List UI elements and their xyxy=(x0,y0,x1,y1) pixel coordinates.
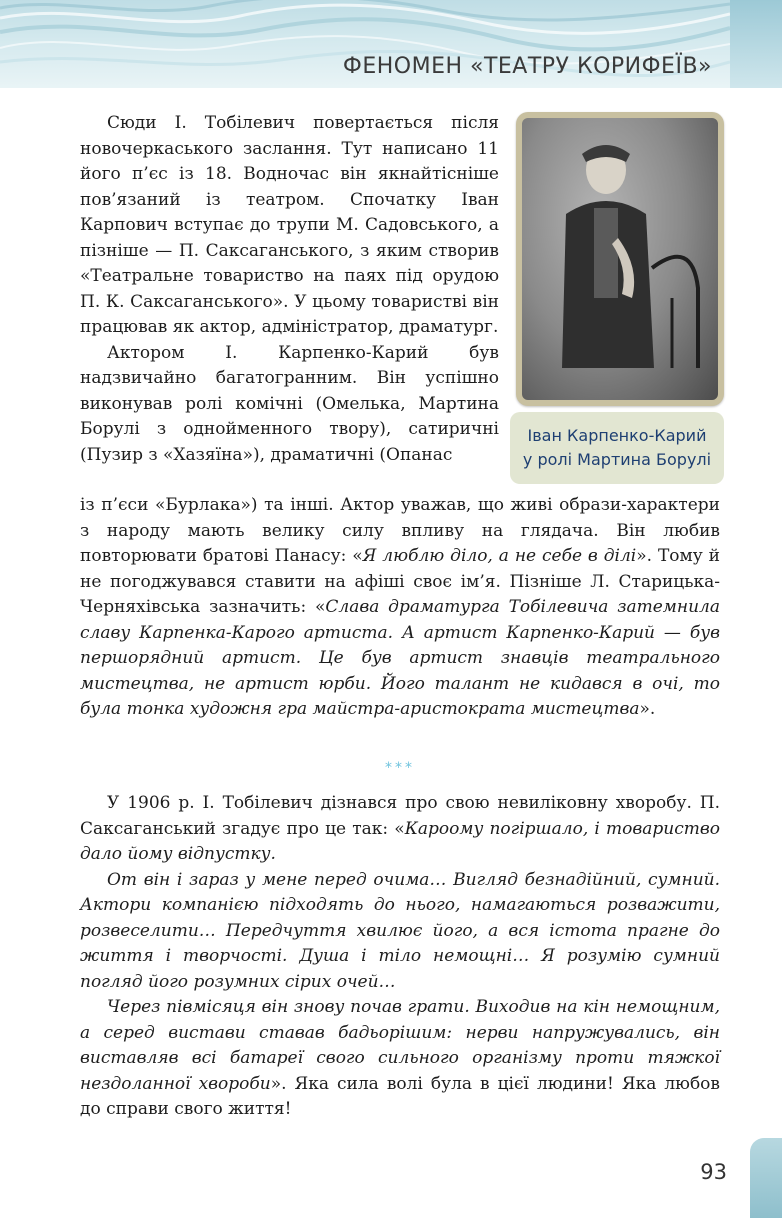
paragraph-3-text: У 1906 р. І. Тобілевич дізнався про свою невиліковну хворобу. П. Саксаганський згадує про це так: « xyxy=(80,793,720,839)
section-separator: *** xyxy=(385,760,415,776)
quote-starytska: Слава драматурга Тобілевича затемнила славу Карпенка-Карого артиста. А артист Карпенко-Карий — був першорядний артист. Це був артист знавців театрального мистецтва, не артист юрби. Його талант не кидався в очі, то була тонка художня гра майстра-аристократа мистецтва xyxy=(80,597,720,719)
page-number: 93 xyxy=(700,1160,727,1184)
paragraph-2-end: ». xyxy=(639,699,656,719)
photo-caption xyxy=(510,412,724,484)
portrait-photo-frame xyxy=(516,112,724,406)
quote-saksahanskyi-3: Через півмісяця він знову почав грати. Виходив на кін немощним, а серед вистави ставав бадьорішим: нерви напружувались, він виставляв всі батареї свого сильного організму проти тяжкої нездоланної хвороби xyxy=(80,997,720,1094)
text-full-width-1 xyxy=(80,493,720,723)
quote-love-work: Я люблю діло, а не себе в ділі xyxy=(362,546,637,566)
text-full-width-2 xyxy=(80,791,720,1123)
running-header-title: ФЕНОМЕН «ТЕАТРУ КОРИФЕЇВ» xyxy=(342,54,712,79)
paragraph-3 xyxy=(80,791,720,868)
side-decoration-bottom xyxy=(750,1138,782,1218)
paragraph-2-continued xyxy=(80,493,720,723)
actor-figure-illustration xyxy=(522,118,718,400)
paragraph-4 xyxy=(80,868,720,996)
side-decoration-top xyxy=(730,0,782,88)
caption-line-2: у ролі Мартина Борулі xyxy=(522,450,712,469)
paragraph-2-left: Актором І. Карпенко-Карий був надзвичайно багатогранним. Він успішно виконував ролі комічні (Омелька, Мартина Борулі з однойменного твору), сатиричні (Пузир з «Хазяїна»), драматичні (Опанас xyxy=(80,342,499,465)
paragraph-2-text: із п’єси «Бурлака») та інші. Актор уважав, що живі образи-характери з народу мають велику силу впливу на глядача. Він любив повторювати братові Панасу: « xyxy=(80,495,720,566)
paragraph-2-mid: ». Тому й не погоджувався ставити на афіші своє ім’я. Пізніше Л. Старицька-Черняхівська зазначить: « xyxy=(80,546,720,617)
quote-saksahanskyi-2: От він і зараз у мене перед очима… Вигляд безнадійний, сумний. Актори компанією підходять до нього, намагаються розважити, розвеселити… Передчуття хвилює його, а вся істота прагне до життя і творчості. Душа і тіло немощні… Я розумію сумний погляд його розумних сірих очей… xyxy=(80,869,720,992)
portrait-photo xyxy=(522,118,718,400)
paragraph-5-end: ». Яка сила волі була в цієї людини! Яка любов до справи свого життя! xyxy=(80,1073,720,1119)
paragraph-1: Сюди І. Тобілевич повертається після новочеркаського заслання. Тут написано 11 його п’єс із 18. Водночас він якнайтісніше пов’язаний із театром. Спочатку Іван Карпович вступає до трупи М. Садовського, а пізніше — П. Саксаганського, з яким створив «Театральне товариство на паях під орудою П. К. Саксаганського». У цьому товаристві він працював як актор, адміністратор, драматург. xyxy=(80,113,499,337)
paragraph-5 xyxy=(80,995,720,1123)
quote-saksahanskyi-1: Кароому погіршало, і товариство дало йому відпустку. xyxy=(80,818,721,864)
text-column-left xyxy=(80,111,499,468)
caption-line-1: Іван Карпенко-Карий xyxy=(527,426,707,445)
